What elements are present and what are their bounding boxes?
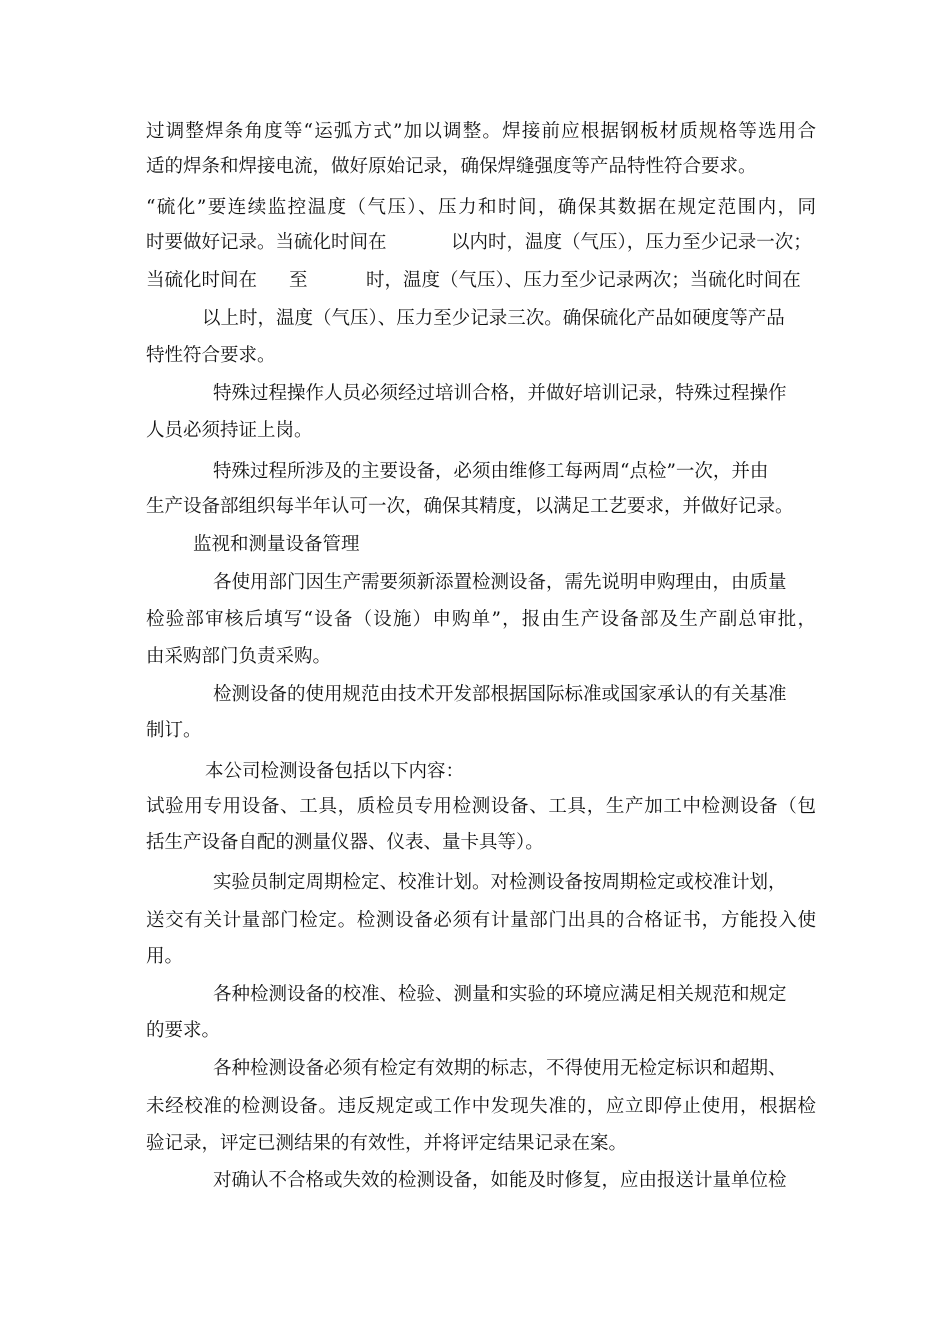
text-line: 用。 bbox=[146, 946, 184, 967]
text-segment: 以内时，温度（气压），压力至少记录一次； bbox=[451, 232, 812, 253]
text-line-with-blank bbox=[146, 302, 816, 336]
text-line: 由采购部门负责采购。 bbox=[146, 646, 332, 667]
text-segment: 以上时，温度（气压）、压力至少记录三次。确保硫化产品如硬度等产品 bbox=[202, 308, 785, 329]
text-line: 适的焊条和焊接电流，做好原始记录，确保焊缝强度等产品特性符合要求。 bbox=[146, 156, 757, 177]
text-line-with-blank bbox=[146, 226, 816, 260]
text-line-with-blank bbox=[146, 264, 816, 298]
text-line: 送交有关计量部门检定。检测设备必须有计量部门出具的合格证书，方能投入使 bbox=[146, 910, 816, 931]
paragraph-first-line: 检测设备的使用规范由技术开发部根据国际标准或国家承认的有关基准 bbox=[213, 684, 787, 705]
text-line: 特性符合要求。 bbox=[146, 345, 276, 366]
text-line: 试验用专用设备、工具，质检员专用检测设备、工具，生产加工中检测设备（包 bbox=[146, 796, 816, 817]
text-line: 人员必须持证上岗。 bbox=[146, 420, 313, 441]
text-line: 过调整焊条角度等“运弧方式”加以调整。焊接前应根据钢板材质规格等选用合 bbox=[146, 121, 816, 142]
text-line: 检验部审核后填写“设备（设施）申购单”，报由生产设备部及生产副总审批， bbox=[146, 609, 816, 630]
paragraph-first-line: 各种检测设备必须有检定有效期的标志，不得使用无检定标识和超期、 bbox=[213, 1058, 787, 1079]
text-segment: 时要做好记录。当硫化时间在 bbox=[146, 232, 387, 253]
paragraph-first-line: 对确认不合格或失效的检测设备，如能及时修复，应由报送计量单位检 bbox=[213, 1170, 787, 1191]
text-segment: 当硫化时间在 bbox=[146, 270, 258, 291]
text-segment: 时，温度（气压）、压力至少记录两次；当硫化时间在 bbox=[366, 270, 801, 291]
text-line: 制订。 bbox=[146, 720, 202, 741]
paragraph-first-line: 实验员制定周期检定、校准计划。对检测设备按周期检定或校准计划， bbox=[213, 872, 787, 893]
paragraph-first-line: 本公司检测设备包括以下内容： bbox=[205, 761, 465, 782]
paragraph-first-line: 特殊过程操作人员必须经过培训合格，并做好培训记录，特殊过程操作 bbox=[213, 383, 787, 404]
text-segment: 至 bbox=[289, 270, 308, 291]
section-heading: 监视和测量设备管理 bbox=[193, 534, 360, 555]
paragraph-first-line: 各种检测设备的校准、检验、测量和实验的环境应满足相关规范和规定 bbox=[213, 984, 787, 1005]
text-line: 未经校准的检测设备。违反规定或工作中发现失准的，应立即停止使用，根据检 bbox=[146, 1096, 816, 1117]
text-line: 生产设备部组织每半年认可一次，确保其精度，以满足工艺要求，并做好记录。 bbox=[146, 496, 794, 517]
paragraph-first-line: 特殊过程所涉及的主要设备，必须由维修工每两周“点检”一次，并由 bbox=[213, 461, 769, 482]
text-line: 的要求。 bbox=[146, 1020, 221, 1041]
text-line: 括生产设备自配的测量仪器、仪表、量卡具等）。 bbox=[146, 832, 544, 853]
text-line: “硫化”要连续监控温度（气压）、压力和时间，确保其数据在规定范围内，同 bbox=[146, 197, 816, 218]
paragraph-first-line: 各使用部门因生产需要须新添置检测设备，需先说明申购理由，由质量 bbox=[213, 572, 787, 593]
text-line: 验记录，评定已测结果的有效性，并将评定结果记录在案。 bbox=[146, 1133, 628, 1154]
